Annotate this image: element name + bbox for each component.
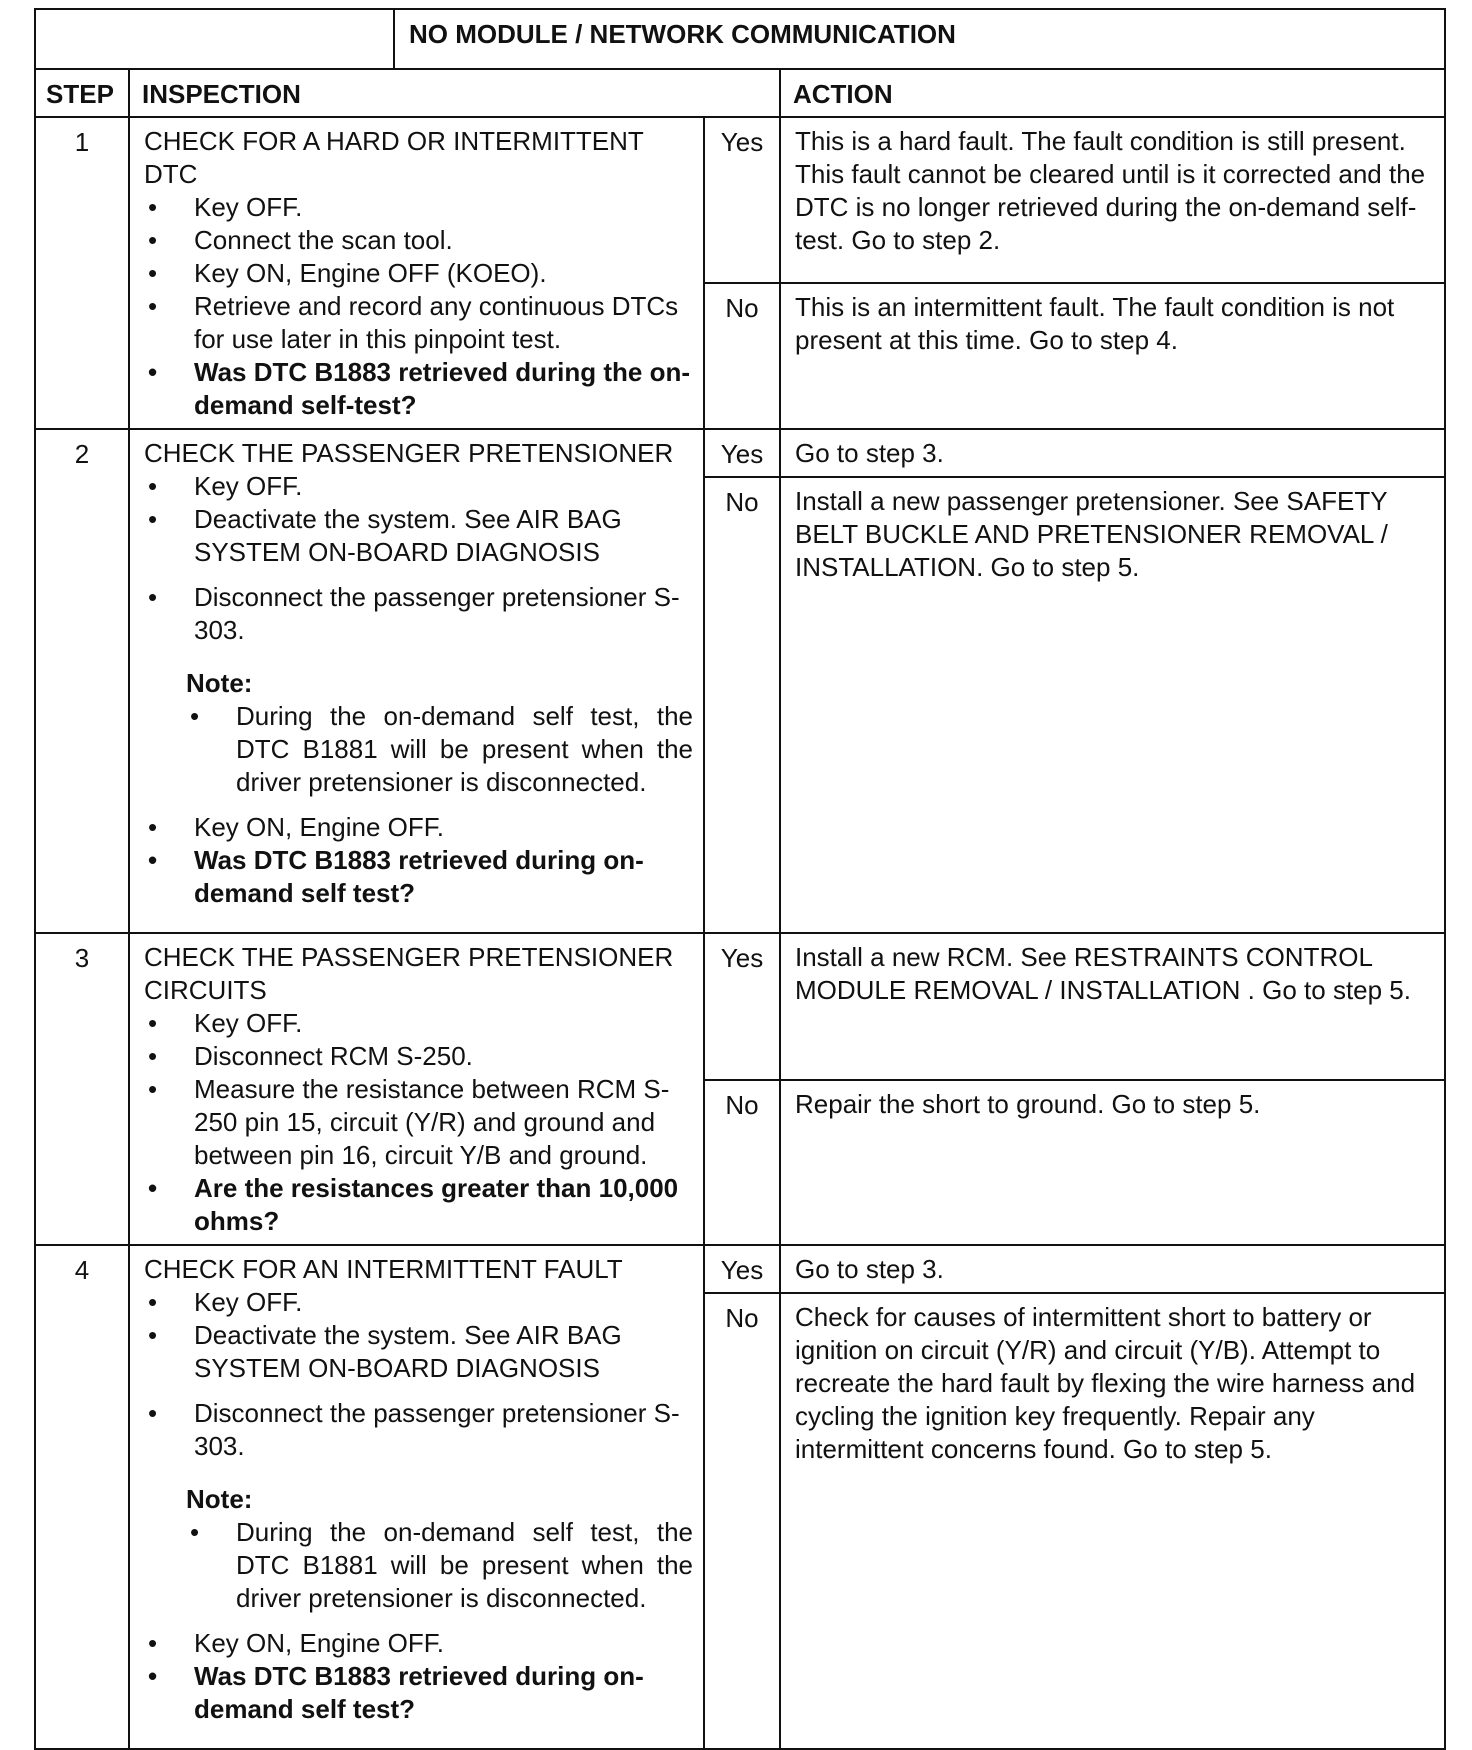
list-item: • Retrieve and record any continuous DTCs for use later in this pinpoint test. xyxy=(144,290,693,356)
no-action: Check for causes of intermittent short to battery or ignition on circuit (Y/R) and circuit (Y/B). Attempt to recreate the hard fault by flexing the wire harness and cycling the ignition key frequently. Repair any intermittent concerns found. Go to step 5. xyxy=(780,1293,1445,1749)
step-heading: CHECK THE PASSENGER PRETENSIONER CIRCUITS xyxy=(144,942,674,1005)
inspection-list-after xyxy=(144,1627,693,1726)
list-item: • Deactivate the system. See AIR BAG SYSTEM ON-BOARD DIAGNOSIS xyxy=(144,1319,693,1385)
no-label: No xyxy=(704,283,780,429)
diagnostic-table xyxy=(34,8,1446,1750)
inspection-cell xyxy=(129,1245,704,1749)
list-item: • Key OFF. xyxy=(144,191,693,224)
inspection-list xyxy=(144,1286,693,1463)
header-step: STEP xyxy=(35,69,129,117)
header-inspection: INSPECTION xyxy=(129,69,780,117)
title-blank-cell xyxy=(35,9,394,69)
step-heading: CHECK FOR AN INTERMITTENT FAULT xyxy=(144,1254,623,1284)
document-page xyxy=(34,8,1444,1750)
inspection-cell xyxy=(129,933,704,1245)
list-item: • Key OFF. xyxy=(144,1286,693,1319)
note-item: • During the on-demand self test, the DTC B1881 will be present when the driver pretensioner is disconnected. xyxy=(186,700,693,799)
note-item: • During the on-demand self test, the DTC B1881 will be present when the driver pretensioner is disconnected. xyxy=(186,1516,693,1615)
step-row xyxy=(35,429,1445,477)
step-number: 3 xyxy=(35,933,129,1245)
no-label: No xyxy=(704,1080,780,1245)
header-row xyxy=(35,69,1445,117)
question-item: • Are the resistances greater than 10,000 ohms? xyxy=(144,1172,693,1238)
title-row xyxy=(35,9,1445,69)
yes-label: Yes xyxy=(704,933,780,1080)
list-item: • Disconnect RCM S-250. xyxy=(144,1040,693,1073)
no-action: Install a new passenger pretensioner. See SAFETY BELT BUCKLE AND PRETENSIONER REMOVAL / INSTALLATION. Go to step 5. xyxy=(780,477,1445,933)
question-item: • Was DTC B1883 retrieved during the on-demand self-test? xyxy=(144,356,693,422)
inspection-list-after xyxy=(144,811,693,910)
question-item: • Was DTC B1883 retrieved during on-demand self test? xyxy=(144,844,693,910)
note-list xyxy=(144,700,693,799)
inspection-cell xyxy=(129,117,704,429)
step-number: 2 xyxy=(35,429,129,933)
yes-action: Go to step 3. xyxy=(780,429,1445,477)
step-row xyxy=(35,1245,1445,1293)
no-label: No xyxy=(704,477,780,933)
list-item: • Key ON, Engine OFF (KOEO). xyxy=(144,257,693,290)
table-title: NO MODULE / NETWORK COMMUNICATION xyxy=(394,9,1445,69)
no-action: Repair the short to ground. Go to step 5. xyxy=(780,1080,1445,1245)
yes-label: Yes xyxy=(704,117,780,283)
step-heading: CHECK FOR A HARD OR INTERMITTENT DTC xyxy=(144,126,644,189)
list-item: • Key OFF. xyxy=(144,1007,693,1040)
note-label: Note: xyxy=(186,1484,253,1514)
list-item: • Deactivate the system. See AIR BAG SYSTEM ON-BOARD DIAGNOSIS xyxy=(144,503,693,569)
yes-action: Go to step 3. xyxy=(780,1245,1445,1293)
yes-action: This is a hard fault. The fault condition is still present. This fault cannot be cleared until is it corrected and the DTC is no longer retrieved during the on-demand self-test. Go to step 2. xyxy=(780,117,1445,283)
step-number: 4 xyxy=(35,1245,129,1749)
step-row xyxy=(35,933,1445,1080)
list-item: • Disconnect the passenger pretensioner S-303. xyxy=(144,1397,693,1463)
no-action: This is an intermittent fault. The fault condition is not present at this time. Go to step 4. xyxy=(780,283,1445,429)
note-label: Note: xyxy=(186,668,253,698)
inspection-list xyxy=(144,470,693,647)
no-label: No xyxy=(704,1293,780,1749)
question-item: • Was DTC B1883 retrieved during on-demand self test? xyxy=(144,1660,693,1726)
list-item: • Key ON, Engine OFF. xyxy=(144,1627,693,1660)
list-item: • Measure the resistance between RCM S-250 pin 15, circuit (Y/R) and ground and between pin 16, circuit Y/B and ground. xyxy=(144,1073,693,1172)
list-item: • Key ON, Engine OFF. xyxy=(144,811,693,844)
step-row xyxy=(35,117,1445,283)
step-number: 1 xyxy=(35,117,129,429)
inspection-list xyxy=(144,1007,693,1238)
list-item: • Connect the scan tool. xyxy=(144,224,693,257)
yes-label: Yes xyxy=(704,1245,780,1293)
inspection-cell xyxy=(129,429,704,933)
yes-label: Yes xyxy=(704,429,780,477)
inspection-list xyxy=(144,191,693,422)
note-list xyxy=(144,1516,693,1615)
list-item: • Key OFF. xyxy=(144,470,693,503)
header-action: ACTION xyxy=(780,69,1445,117)
yes-action: Install a new RCM. See RESTRAINTS CONTROL MODULE REMOVAL / INSTALLATION . Go to step 5. xyxy=(780,933,1445,1080)
step-heading: CHECK THE PASSENGER PRETENSIONER xyxy=(144,438,674,468)
list-item: • Disconnect the passenger pretensioner S-303. xyxy=(144,581,693,647)
